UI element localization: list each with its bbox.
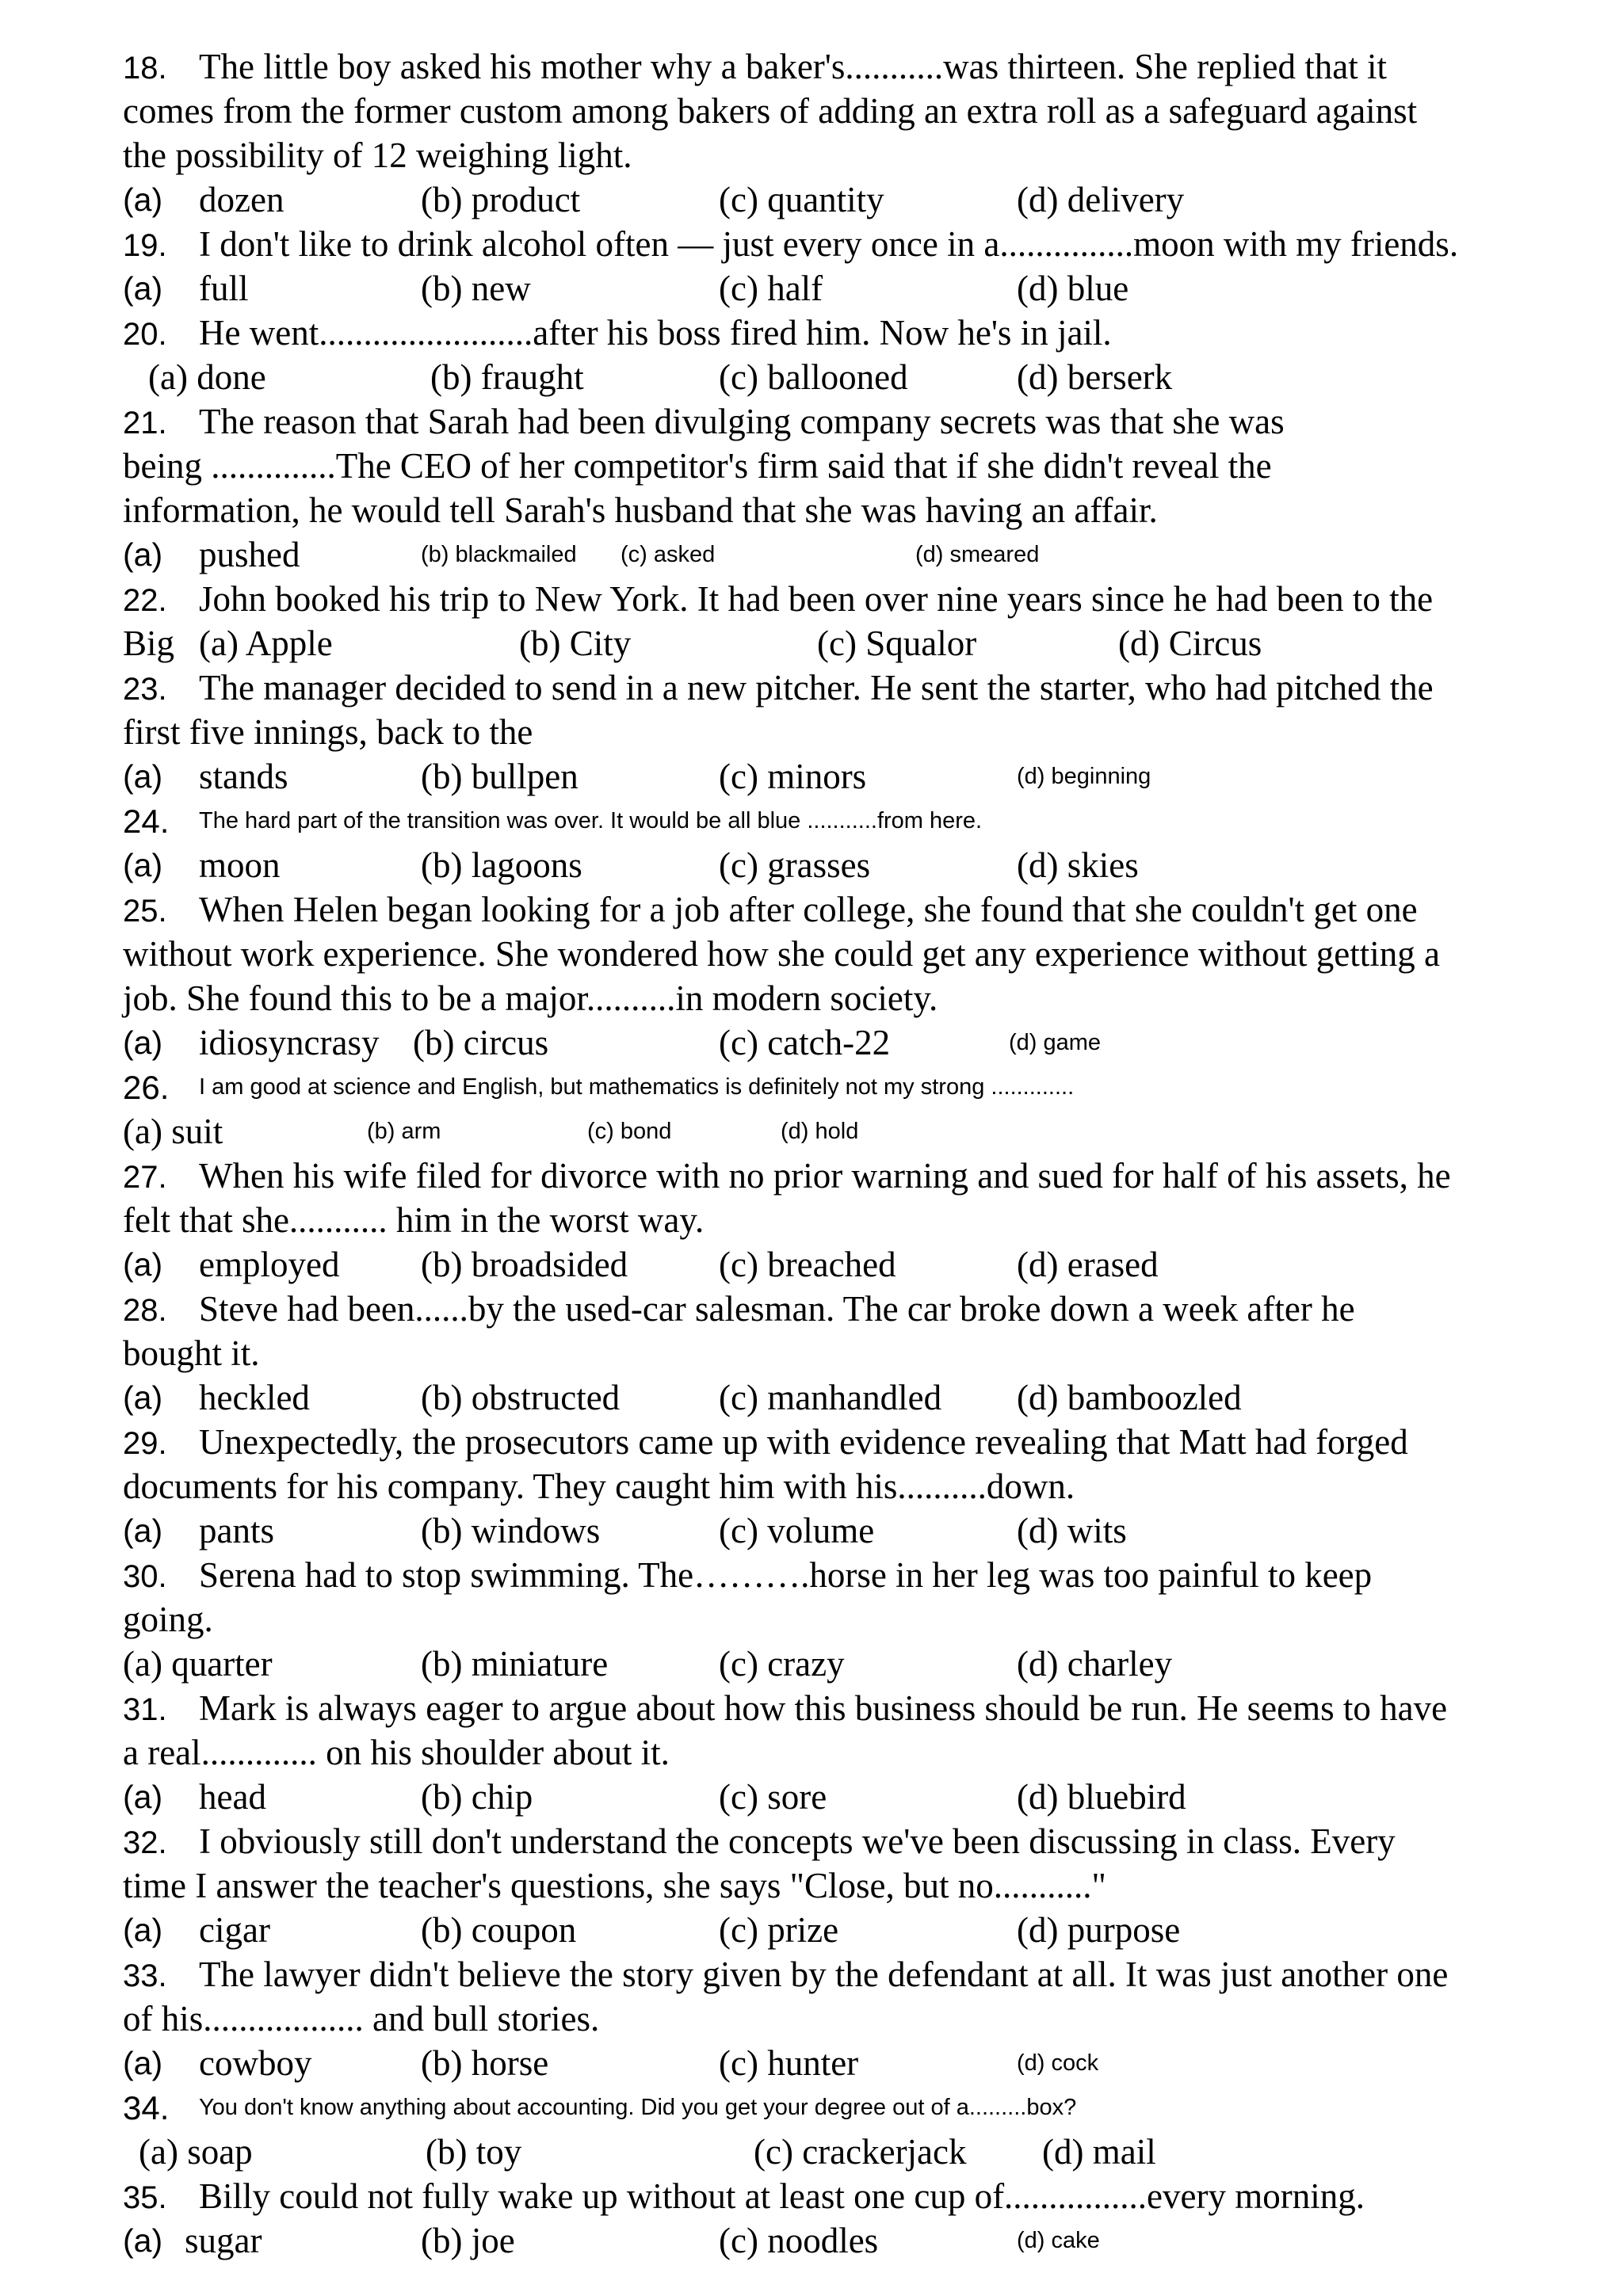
question-stem-line	[123, 1686, 1448, 1730]
question-stem-line	[123, 2085, 1077, 2130]
answer-option[interactable]: (c) bond	[587, 1119, 672, 1144]
answer-option[interactable]: idiosyncrasy	[199, 1023, 380, 1062]
question-number: 35.	[123, 2180, 167, 2215]
question-stem-continuation: bought it.	[123, 1333, 260, 1373]
question-text: I am good at science and English, but mathematics is definitely not my strong .............	[199, 1074, 1075, 1100]
question-number: 24.	[123, 803, 170, 840]
option-line-prefix: Big	[123, 624, 175, 663]
answer-option[interactable]: (c) minors	[719, 757, 867, 796]
answer-option[interactable]: (b) City	[519, 624, 632, 663]
answer-option[interactable]: (b) joe	[421, 2221, 515, 2260]
option-letter: (a)	[123, 1912, 163, 1948]
answer-option[interactable]: (d) mail	[1042, 2132, 1156, 2172]
answer-option[interactable]: (b) new	[421, 269, 531, 308]
question-stem-continuation: going.	[123, 1600, 213, 1639]
answer-option[interactable]: (a) suit	[123, 1112, 223, 1151]
question-stem-line	[123, 577, 1434, 621]
question-number: 22.	[123, 583, 167, 618]
answer-option[interactable]: (d) hold	[781, 1119, 859, 1144]
answer-option[interactable]: (c) ballooned	[719, 357, 908, 397]
answer-option[interactable]: (d) delivery	[1017, 180, 1185, 219]
question-stem-continuation: comes from the former custom among bakers of adding an extra roll as a safeguard against	[123, 91, 1418, 131]
answer-option[interactable]: (b) circus	[413, 1023, 549, 1062]
option-letter: (a)	[123, 847, 163, 883]
question-number: 25.	[123, 894, 167, 929]
answer-option[interactable]: (b) windows	[421, 1511, 601, 1550]
answer-option[interactable]: (c) sore	[719, 1777, 827, 1817]
question-text: The lawyer didn't believe the story given by the defendant at all. It was just another one	[199, 1955, 1449, 1994]
question-number: 18.	[123, 51, 167, 86]
question-text: The reason that Sarah had been divulging company secrets was that she was	[199, 402, 1285, 441]
answer-option[interactable]: (c) grasses	[719, 845, 871, 885]
question-text: Billy could not fully wake up without at least one cup of................every morning.	[199, 2176, 1365, 2216]
question-number: 31.	[123, 1692, 167, 1727]
answer-option[interactable]: (b) bullpen	[421, 757, 579, 796]
question-text: Steve had been......by the used-car salesman. The car broke down a week after he	[199, 1289, 1355, 1329]
answer-option[interactable]: (c) asked	[621, 542, 716, 567]
answer-option[interactable]: dozen	[199, 180, 285, 219]
question-text: I obviously still don't understand the concepts we've been discussing in class. Every	[199, 1821, 1396, 1861]
question-stem-line	[123, 799, 983, 843]
question-text: John booked his trip to New York. It had been over nine years since he had been to the	[199, 579, 1434, 619]
option-letter: (a)	[123, 536, 163, 573]
question-text: When his wife filed for divorce with no prior warning and sued for half of his assets, he	[199, 1156, 1451, 1196]
answer-option[interactable]: (b) chip	[421, 1777, 533, 1817]
question-stem-continuation: without work experience. She wondered how she could get any experience without getting a	[123, 934, 1440, 974]
answer-option[interactable]: (d) bluebird	[1017, 1777, 1186, 1817]
question-number: 32.	[123, 1825, 167, 1860]
answer-option[interactable]: (d) skies	[1017, 845, 1139, 885]
question-stem-continuation: being ..............The CEO of her competitor's firm said that if she didn't reveal the	[123, 446, 1272, 486]
answer-option[interactable]: (b) coupon	[421, 1910, 577, 1950]
question-stem-continuation: a real............. on his shoulder about it.	[123, 1733, 670, 1772]
option-letter: (a)	[123, 1512, 163, 1549]
option-letter: (a)	[123, 181, 163, 218]
answer-option[interactable]: (d) cock	[1017, 2050, 1099, 2076]
option-letter: (a)	[123, 758, 163, 795]
answer-option[interactable]: pushed	[199, 535, 300, 574]
answer-option[interactable]: (d) bamboozled	[1017, 1378, 1242, 1417]
answer-option[interactable]: (b) toy	[426, 2132, 522, 2172]
answer-option[interactable]: moon	[199, 845, 281, 885]
question-stem-continuation: felt that she........... him in the worst way.	[123, 1200, 705, 1240]
question-stem-line	[123, 44, 1387, 89]
answer-option[interactable]: (b) arm	[367, 1119, 441, 1144]
question-text: Unexpectedly, the prosecutors came up with evidence revealing that Matt had forged	[199, 1422, 1408, 1462]
option-letter: (a)	[123, 1379, 163, 1416]
question-stem-line	[123, 1065, 1075, 1109]
answer-option[interactable]: (c) manhandled	[719, 1378, 942, 1417]
question-stem-line	[123, 311, 1112, 355]
option-letter: (a)	[123, 1779, 163, 1815]
question-number: 19.	[123, 228, 167, 263]
answer-option[interactable]: (c) volume	[719, 1511, 875, 1550]
question-stem-line	[123, 1154, 1451, 1198]
answer-option[interactable]: (b) miniature	[421, 1644, 609, 1684]
question-text: He went........................after his boss fired him. Now he's in jail.	[199, 313, 1112, 353]
answer-option[interactable]: (b) horse	[421, 2043, 549, 2083]
question-number: 21.	[123, 406, 167, 441]
question-stem-line	[123, 1952, 1449, 1997]
answer-option[interactable]: (c) quantity	[719, 180, 884, 219]
question-stem-continuation: job. She found this to be a major..........in modern society.	[123, 978, 938, 1018]
answer-option[interactable]: (c) crackerjack	[754, 2132, 967, 2172]
answer-option[interactable]: (d) smeared	[915, 542, 1040, 567]
question-stem-continuation: first five innings, back to the	[123, 712, 533, 752]
answer-option[interactable]: stands	[199, 757, 288, 796]
question-stem-continuation: the possibility of 12 weighing light.	[123, 135, 632, 175]
option-letter: (a)	[123, 270, 163, 307]
answer-option[interactable]: (b) obstructed	[421, 1378, 621, 1417]
question-number: 34.	[123, 2089, 170, 2126]
answer-option[interactable]: (c) prize	[719, 1910, 839, 1950]
answer-option[interactable]: (c) catch-22	[719, 1023, 891, 1062]
answer-option[interactable]: (d) Circus	[1118, 624, 1262, 663]
question-text: The manager decided to send in a new pitcher. He sent the starter, who had pitched the	[199, 668, 1434, 707]
answer-option[interactable]: heckled	[199, 1378, 310, 1417]
question-stem-continuation: time I answer the teacher's questions, she says "Close, but no..........."	[123, 1866, 1106, 1905]
question-stem-line	[123, 1420, 1408, 1464]
answer-option[interactable]: (c) crazy	[719, 1644, 845, 1684]
answer-option[interactable]: (d) blue	[1017, 269, 1129, 308]
answer-option[interactable]: (a) Apple	[199, 624, 333, 663]
answer-option[interactable]: (a) quarter	[123, 1644, 273, 1684]
answer-option[interactable]: (d) berserk	[1017, 357, 1173, 397]
question-text: You don't know anything about accounting. Did you get your degree out of a.........box?	[199, 2095, 1077, 2120]
answer-option[interactable]: (b) blackmailed	[421, 542, 577, 567]
question-number: 20.	[123, 317, 167, 352]
question-stem-line	[123, 2174, 1365, 2218]
question-number: 28.	[123, 1293, 167, 1328]
option-letter: (a)	[123, 1024, 163, 1061]
option-letter: (a)	[123, 1246, 163, 1283]
question-stem-continuation: documents for his company. They caught him with his..........down.	[123, 1466, 1075, 1506]
question-stem-line	[123, 666, 1434, 710]
question-stem-line	[123, 1553, 1373, 1597]
option-letter: (a)	[123, 2045, 163, 2081]
question-number: 33.	[123, 1958, 167, 1993]
question-stem-line	[123, 399, 1285, 444]
answer-option[interactable]: pants	[199, 1511, 274, 1550]
question-text: The hard part of the transition was over. It would be all blue ...........from here.	[199, 808, 983, 833]
answer-option[interactable]: head	[199, 1777, 266, 1817]
answer-option[interactable]: full	[199, 269, 249, 308]
question-stem-line	[123, 1287, 1355, 1331]
answer-option[interactable]: sugar	[185, 2221, 262, 2260]
answer-option[interactable]: (d) game	[1009, 1030, 1102, 1055]
question-stem-line	[123, 887, 1418, 932]
answer-option[interactable]: (b) product	[421, 180, 581, 219]
answer-option[interactable]: (d) charley	[1017, 1644, 1173, 1684]
answer-option[interactable]: (c) half	[719, 269, 823, 308]
answer-option[interactable]: (d) wits	[1017, 1511, 1127, 1550]
question-stem-line	[123, 1819, 1396, 1863]
answer-option[interactable]: (a) soap	[139, 2132, 253, 2172]
answer-option[interactable]: (c) hunter	[719, 2043, 859, 2083]
option-letter: (a)	[123, 2222, 163, 2259]
answer-option[interactable]: (b) lagoons	[421, 845, 582, 885]
question-text: When Helen began looking for a job after college, she found that she couldn't get one	[199, 890, 1418, 929]
question-number: 23.	[123, 672, 167, 707]
question-number: 27.	[123, 1160, 167, 1195]
answer-option[interactable]: (c) breached	[719, 1245, 896, 1284]
question-number: 26.	[123, 1069, 170, 1106]
answer-option[interactable]: (b) broadsided	[421, 1245, 628, 1284]
answer-option[interactable]: (d) erased	[1017, 1245, 1159, 1284]
question-stem-line	[123, 222, 1459, 266]
question-stem-continuation: information, he would tell Sarah's husband that she was having an affair.	[123, 490, 1158, 530]
answer-option[interactable]: employed	[199, 1245, 340, 1284]
answer-option[interactable]: (c) Squalor	[817, 624, 977, 663]
answer-option[interactable]: (c) noodles	[719, 2221, 879, 2260]
answer-option[interactable]: cowboy	[199, 2043, 312, 2083]
question-text: Mark is always eager to argue about how this business should be run. He seems to have	[199, 1688, 1448, 1728]
question-stem-continuation: of his.................. and bull stories.	[123, 1999, 600, 2039]
question-text: I don't like to drink alcohol often — just every once in a...............moon with my friends.	[199, 224, 1459, 264]
answer-option[interactable]: (d) cake	[1017, 2228, 1100, 2253]
answer-option[interactable]: (d) purpose	[1017, 1910, 1181, 1950]
question-number: 29.	[123, 1426, 167, 1461]
answer-option[interactable]: (d) beginning	[1017, 764, 1151, 789]
answer-option[interactable]: (a) done	[148, 357, 266, 397]
question-text: Serena had to stop swimming. The……….horse in her leg was too painful to keep	[199, 1555, 1373, 1595]
question-number: 30.	[123, 1559, 167, 1594]
answer-option[interactable]: cigar	[199, 1910, 270, 1950]
question-text: The little boy asked his mother why a baker's...........was thirteen. She replied that it	[199, 47, 1387, 86]
answer-option[interactable]: (b) fraught	[430, 357, 584, 397]
